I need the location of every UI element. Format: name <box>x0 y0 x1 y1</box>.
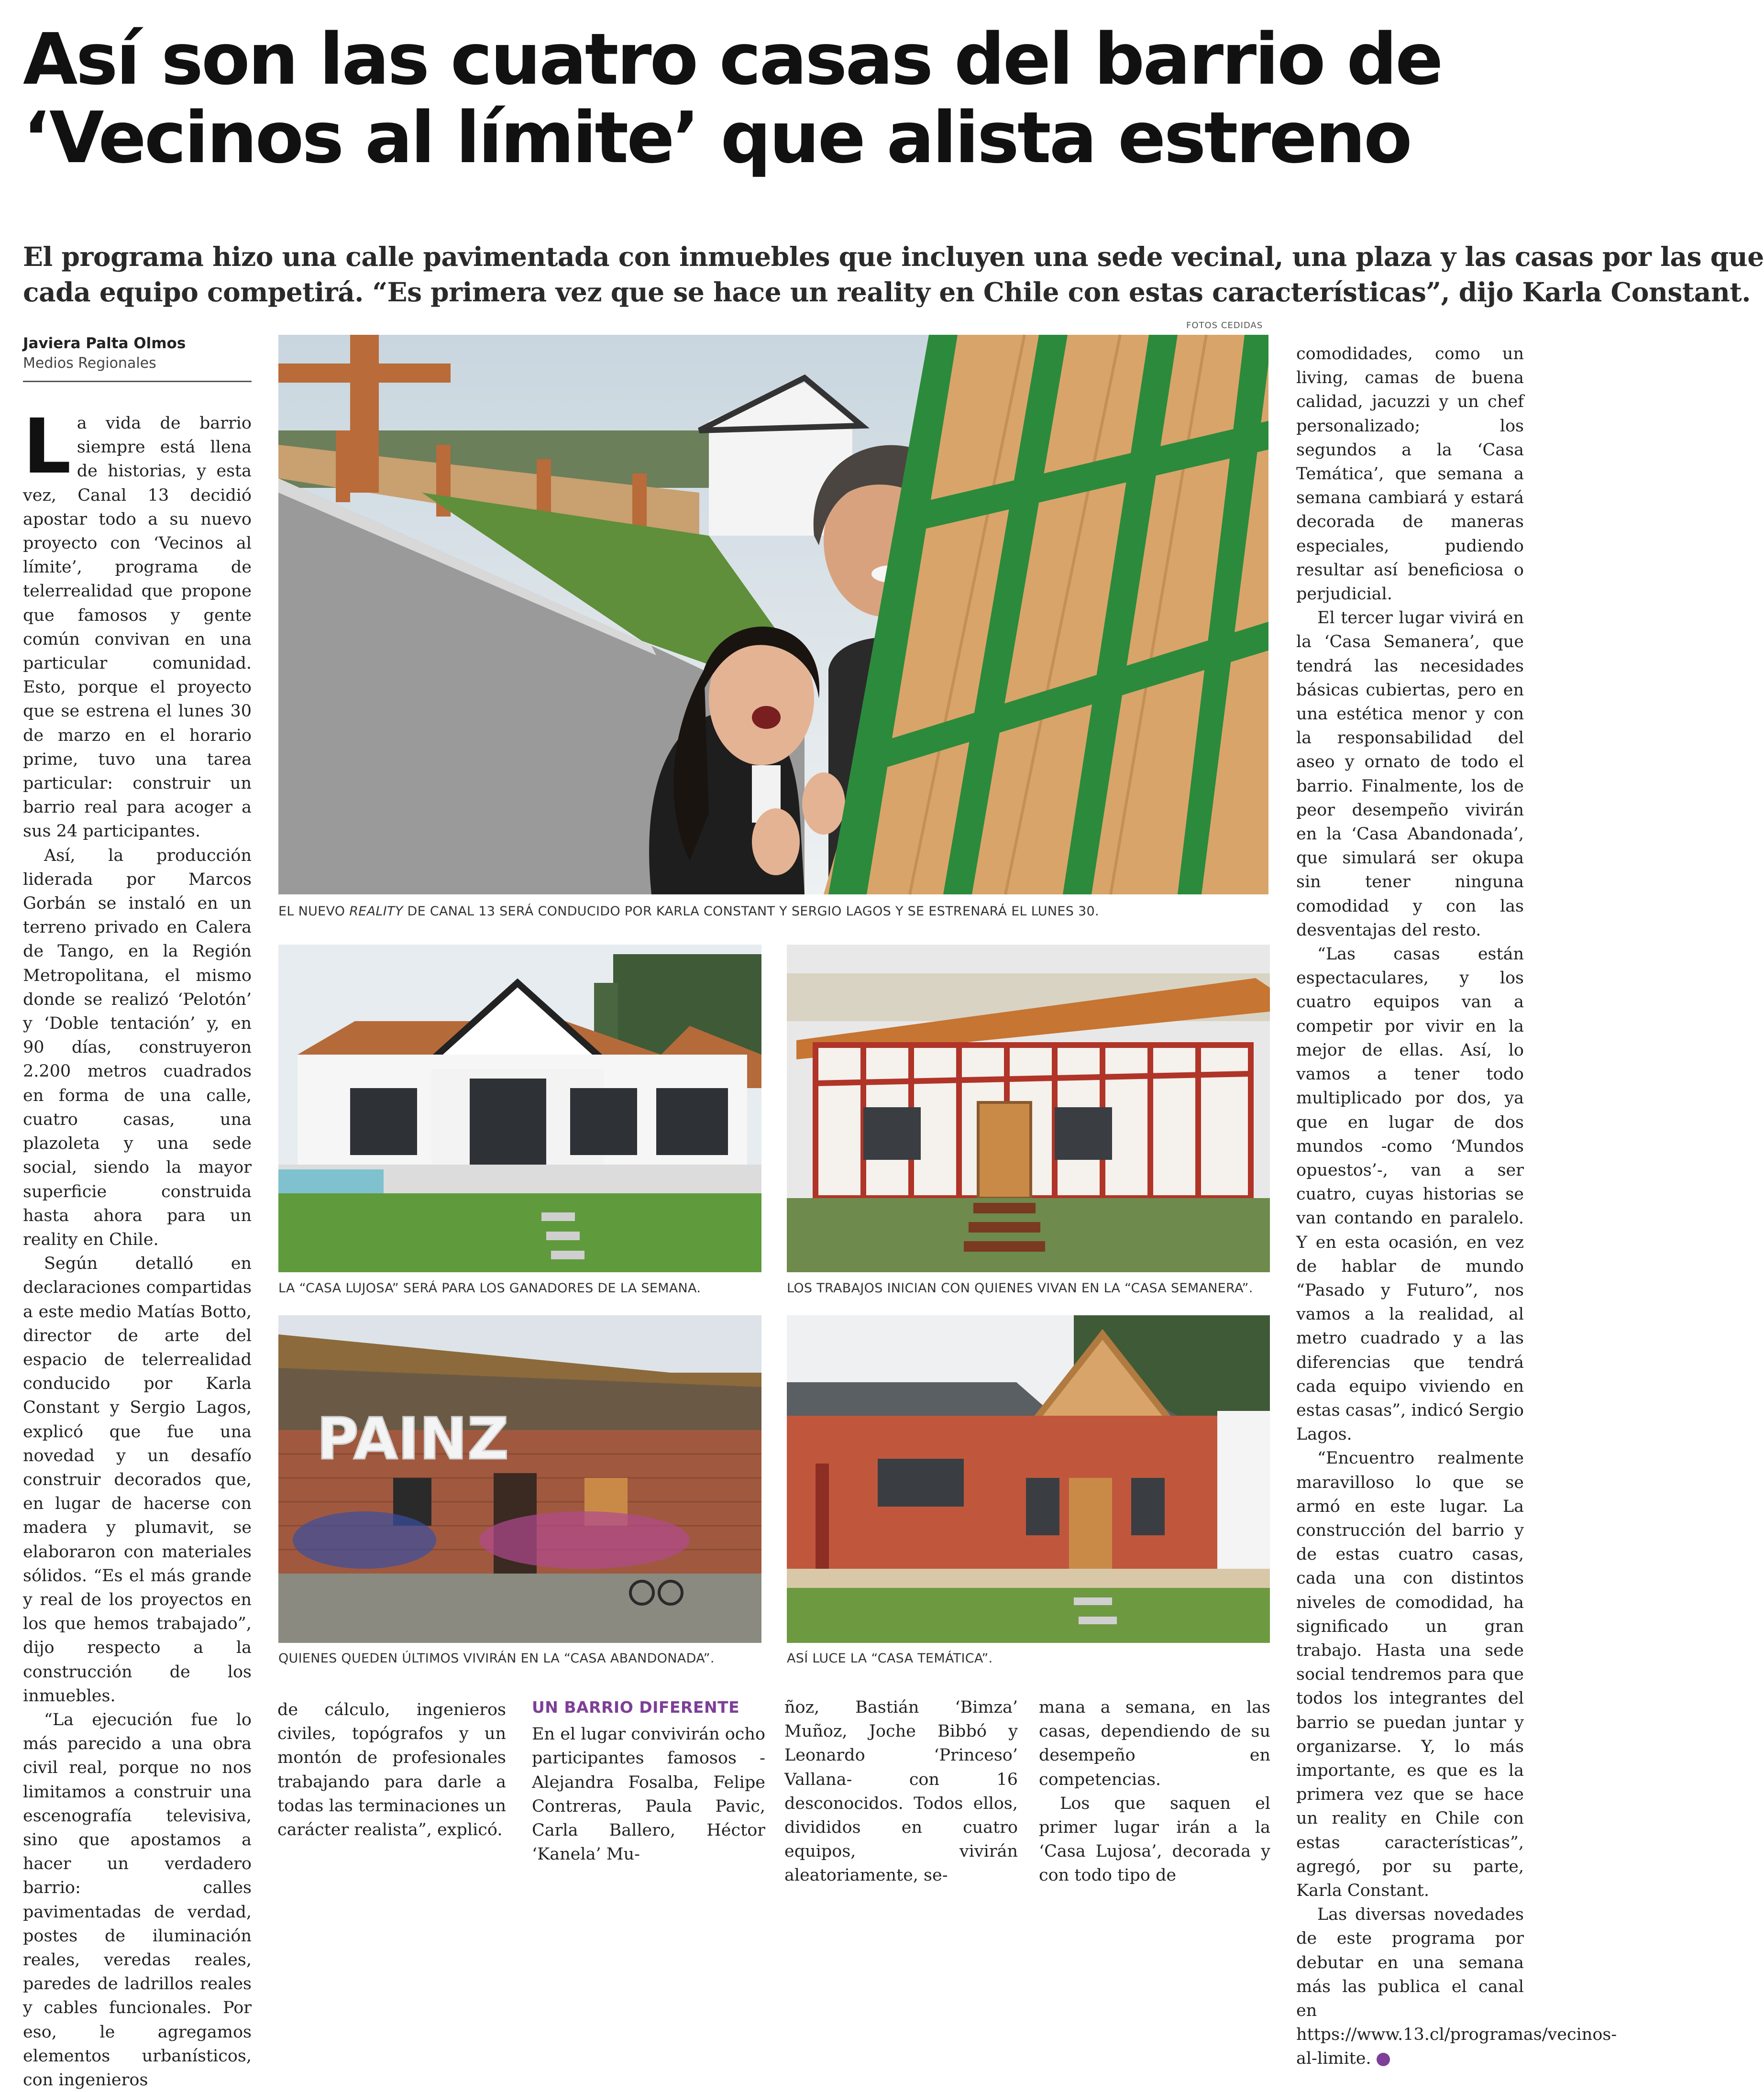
author-org: Medios Regionales <box>23 355 156 372</box>
paragraph-text: Las diversas novedades de este programa por debutar en una semana más las publica el canal en https://www.13.cl/programas/vecinos-al-limite. <box>1296 1905 1617 2069</box>
paragraph: El tercer lugar vivirá en la ‘Casa Semanera’, que tendrá las necesidades básicas cubiertas, pero en una estética menor y con la responsabilidad del aseo y ornato de todo el barrio. Finalmente, los de peor desempeño vivirán en la ‘Casa Abandonada’, que simulará ser okupa sin tener ninguna comodidad y con las desventajas del resto. <box>1296 608 1524 940</box>
deck-line-2: cada equipo competirá. “Es primera vez que se hace un reality en Chile con estas características”, dijo Karla Constant. <box>23 276 1751 308</box>
paragraph: “La ejecución fue lo más parecido a una obra civil real, porque no nos limitamos a construir una escenografía televisiva, sino que apostamos a hacer un verdadero barrio: calles pavimentadas de verdad, postes de iluminación reales, veredas reales, paredes de ladrillos reales y cables funcionales. Por eso, le agregamos elementos urbanísticos, con ingenieros <box>23 1710 252 2090</box>
paragraph: Los que saquen el primer lugar irán a la ‘Casa Lujosa’, decorada y con todo tipo de <box>1039 1794 1270 1885</box>
casa-abandonada-illustration <box>278 1315 761 1643</box>
photo-casa-lujosa <box>278 945 761 1272</box>
end-mark-icon: ✪ <box>1377 2053 1390 2066</box>
article-column-3-bottom <box>532 1696 765 1866</box>
paragraph: mana a semana, en las casas, dependiendo de su desempeño en competencias. <box>1039 1698 1270 1789</box>
photo-casa-tematica <box>787 1315 1270 1643</box>
casa-tematica-illustration <box>787 1315 1270 1643</box>
caption-casa-abandonada: QUIENES QUEDEN ÚLTIMOS VIVIRÁN EN LA “CASA ABANDONADA”. <box>278 1651 715 1666</box>
photo-credit: FOTOS CEDIDAS <box>1186 320 1263 330</box>
casa-semanera-illustration <box>787 945 1270 1272</box>
paragraph: de cálculo, ingenieros civiles, topógrafos y un montón de profesionales trabajando para darle a todas las terminaciones un carácter realista”, explicó. <box>277 1700 506 1840</box>
deck-line-1: El programa hizo una calle pavimentada con inmuebles que incluyen una sede vecinal, una plaza y las casas por las que <box>23 241 1764 272</box>
headline-line-2: ‘Vecinos al límite’ que alista estreno <box>23 97 1411 179</box>
headline-line-1: Así son las cuatro casas del barrio de <box>23 18 1442 100</box>
casa-lujosa-illustration <box>278 945 761 1272</box>
author: Javiera Palta Olmos <box>23 335 186 352</box>
caption-main-photo <box>278 904 1099 919</box>
paragraph: Así, la producción liderada por Marcos Gorbán se instaló en un terreno privado en Calera de Tango, en la Región Metropolitana, el mismo donde se realizó ‘Pelotón’ y ‘Doble tentación’ y, en 90 días, construyeron 2.200 metros cuadrados en forma de una calle, cuatro casas, una plazoleta y una sede social, siendo la mayor superficie construida hasta ahora para un reality en Chile. <box>23 846 252 1249</box>
paragraph: ñoz, Bastián ‘Bimza’ Muñoz, Joche Bibbó y Leonardo ‘Princeso’ Vallana- con 16 desconocidos. Todos ellos, divididos en cuatro equipos, vivirán aleatoriamente, se- <box>784 1698 1018 1885</box>
paragraph-text: a vida de barrio siempre está llena de historias, y esta vez, Canal 13 decidió apostar todo a su nuevo proyecto con ‘Vecinos al límite’, programa de telerrealidad que propone que famosos y gente común convivan en una particular comunidad. Esto, porque el proyecto que se estrena el lunes 30 de marzo en el horario prime, tuvo una tarea particular: construir un barrio real para acoger a sus 24 participantes. <box>23 414 252 841</box>
paragraph <box>1296 1903 1617 2070</box>
photo-casa-semanera <box>787 945 1270 1272</box>
paragraph: “Encuentro realmente maravilloso lo que se armó en este lugar. La construcción del barrio y de estas cuatro casas, cada una con distintos niveles de comodidad, ha significado un gran trabajo. Hasta una sede social tendremos para que todos los integrantes del barrio se puedan juntar y organizarse. Y, lo más importante, es que es la primera vez que se hace un reality en Chile con estas características”, agregó, por su parte, Karla Constant. <box>1296 1449 1524 1900</box>
paragraph: “Las casas están espectaculares, y los cuatro equipos van a competir por vivir en la mejor de ellas. Así, lo vamos a tener todo multiplicado por dos, ya que en lugar de dos mundos -como ‘Mundos opuestos’-, van a ser cuatro, cuyas historias se van contando en paralelo. Y en esta ocasión, en vez de hablar de mundo “Pasado y Futuro”, nos vamos a la realidad, al metro cuadrado y a las diferencias que tendrá cada equipo viviendo en estas casas”, indicó Sergio Lagos. <box>1296 945 1524 1444</box>
main-photo <box>278 335 1268 894</box>
caption-text: EL NUEVO <box>278 904 350 919</box>
section-subhead: UN BARRIO DIFERENTE <box>532 1698 740 1717</box>
article-column-right <box>1296 342 1617 2071</box>
byline-divider <box>23 381 252 382</box>
graffiti-text: PAINZ <box>317 1406 509 1473</box>
article-column-4-bottom <box>784 1696 1018 1888</box>
paragraph: comodidades, como un living, camas de buena calidad, jacuzzi y un chef personalizado; los segundos a la ‘Casa Temática’, que semana a semana cambiará y estará decorada de maneras especiales, pudiendo resultar así beneficiosa o perjudicial. <box>1296 344 1524 604</box>
article-column-5-bottom <box>1039 1696 1270 1888</box>
dropcap: L <box>23 403 71 491</box>
caption-text: DE CANAL 13 SERÁ CONDUCIDO POR KARLA CONSTANT Y SERGIO LAGOS Y SE ESTRENARÁ EL LUNES 30. <box>403 904 1099 919</box>
paragraph: Según detalló en declaraciones compartidas a este medio Matías Botto, director de arte del espacio de telerrealidad conducido por Karla Constant y Sergio Lagos, explicó que fue una novedad y un desafío construir decorados que, en lugar de hacerse con madera y plumavit, se elaboraron con materiales sólidos. “Es el más grande y real de los proyectos en los que hemos trabajado”, dijo respecto a la construcción de los inmuebles. <box>23 1254 252 1706</box>
article-column-2-bottom <box>277 1698 506 1842</box>
caption-casa-semanera: LOS TRABAJOS INICIAN CON QUIENES VIVAN EN LA “CASA SEMANERA”. <box>787 1281 1253 1296</box>
main-photo-illustration <box>278 335 1268 894</box>
photo-casa-abandonada <box>278 1315 761 1643</box>
caption-casa-lujosa: LA “CASA LUJOSA” SERÁ PARA LOS GANADORES DE LA SEMANA. <box>278 1281 701 1296</box>
caption-casa-tematica: ASÍ LUCE LA “CASA TEMÁTICA”. <box>787 1651 993 1666</box>
headline <box>23 20 1534 177</box>
paragraph <box>23 403 252 844</box>
byline <box>23 335 253 372</box>
caption-emphasis: REALITY <box>349 904 403 919</box>
deck <box>23 239 1764 310</box>
article-column-1 <box>23 403 252 2092</box>
paragraph: En el lugar convivirán ocho participantes famosos -Alejandra Fosalba, Felipe Contreras, Paula Pavic, Carla Ballero, Héctor ‘Kanela’ Mu- <box>532 1725 765 1864</box>
